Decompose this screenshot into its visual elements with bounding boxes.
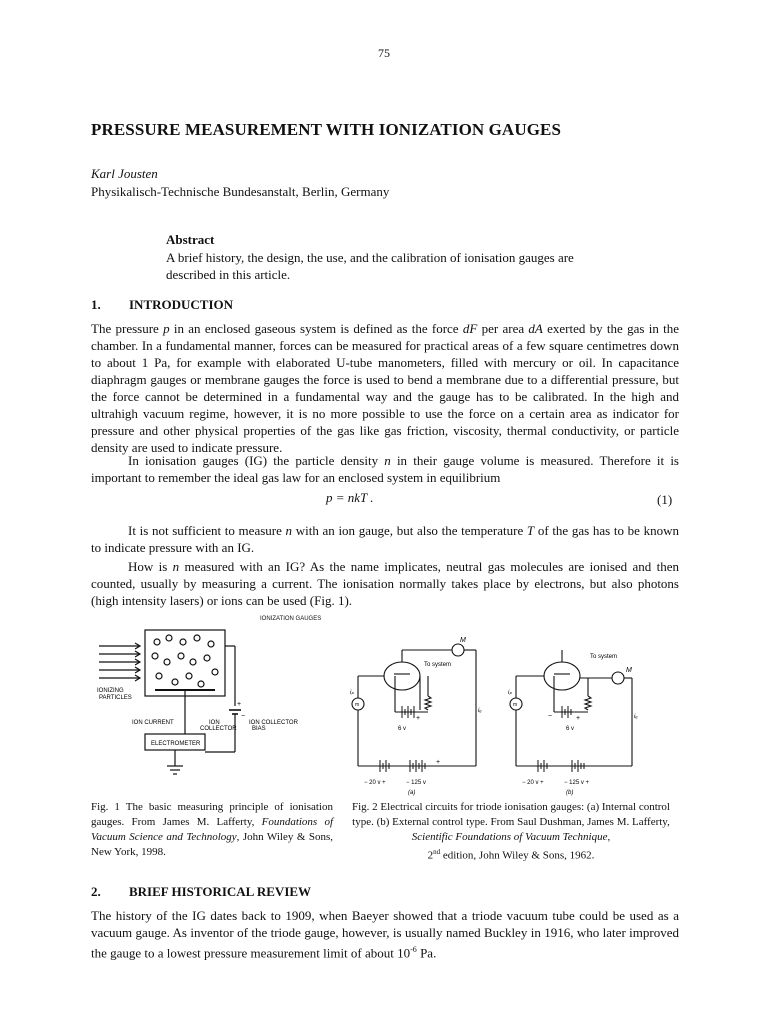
label-b: (b) (566, 790, 574, 796)
label-6v-b: 6 v (566, 726, 575, 732)
label-collector: COLLECTOR (200, 726, 237, 732)
label-125v-a: − 125 v (406, 780, 426, 786)
label-to-system-b: To system (590, 654, 618, 660)
affiliation: Physikalisch-Technische Bundesanstalt, Berlin, Germany (91, 184, 390, 199)
label-ion-collector: ION COLLECTOR (249, 720, 298, 726)
label-electrometer: ELECTROMETER (151, 741, 201, 747)
triode-tube-a (384, 662, 420, 690)
abstract-heading: Abstract (166, 232, 215, 247)
intro-paragraph-2: In ionisation gauges (IG) the particle density n in their gauge volume is measured. Therefore it is important to remember the ideal gas law for an enclosed system in equilibrium (91, 453, 679, 485)
label-20v-b: − 20 v + (522, 780, 544, 786)
history-paragraph: The history of the IG dates back to 1909, when Baeyer showed that a triode vacuum tube could be used as a vacuum gauge. As inventor of the triode gauge, however, is usually named Buckley in 1916, who later improved the gauge to a lowest pressure measurement limit of about $10^{-6}$ Pa. (91, 908, 679, 961)
label-m-a: m (355, 702, 360, 708)
label-ionizing: IONIZING (97, 688, 124, 694)
label-ion: ION (209, 720, 220, 726)
label-6v-a: 6 v (398, 726, 407, 732)
equation: p = nkT . (326, 490, 374, 505)
section-number: 2. (91, 884, 101, 899)
label-a: (a) (408, 790, 416, 796)
label-plus-a2: + (436, 759, 441, 766)
page-number: 75 (378, 46, 390, 60)
figure1-caption: Fig. 1 The basic measuring principle of ionisation gauges. From James M. Lafferty, Foundations of Vacuum Science and Technology, John Wiley & Sons, New York, 1998. (91, 801, 333, 858)
author: Karl Jousten (91, 166, 158, 181)
figure2-diagram (340, 636, 640, 796)
label-M-b: M (626, 667, 632, 674)
abstract-text: A brief history, the design, the use, and the calibration of ionisation gauges are described in this article. (166, 250, 574, 282)
section-heading-history (91, 884, 311, 900)
paper-title: PRESSURE MEASUREMENT WITH IONIZATION GAUGES (91, 120, 562, 139)
label-plus-b: + (576, 715, 581, 722)
label-ip-b: iₚ (508, 690, 512, 696)
label-minus-b: − (548, 713, 553, 720)
triode-tube-b (544, 662, 580, 690)
equation-number: (1) (657, 492, 673, 507)
label-plus: + (237, 701, 242, 708)
label-minus: − (241, 713, 246, 720)
section-title: BRIEF HISTORICAL REVIEW (129, 884, 312, 899)
intro-paragraph-1: The pressure p in an enclosed gaseous system is defined as the force dF per area dA exerted by the gas in the chamber. In a fundamental manner, forces can be measured for practical areas of a few square centimetres down to about 1 Pa, for example with elaborated U-tube manometers, filled with mercury or oil. In capacitance diaphragm gauges or membrane gauges the force is used to bend a membrane due to a differential pressure, but the force cannot be determined in a fundamental way and the gauge has to be calibrated. In the high and ultrahigh vacuum regime, however, it is no more possible to use the force on a certain area as indicator for pressure and other physical properties of the gas like gas friction, viscosity, thermal conductivity, or particle density are used to indicate pressure. (91, 321, 679, 455)
figure1-title: IONIZATION GAUGES (260, 616, 322, 622)
section-title: INTRODUCTION (129, 297, 234, 312)
label-plus-a: + (416, 715, 421, 722)
label-20v-a: − 20 v + (364, 780, 386, 786)
label-ie-b: iₑ (634, 714, 638, 720)
label-particles: PARTICLES (99, 695, 132, 701)
label-to-system-a: To system (424, 662, 452, 668)
intro-paragraph-4: How is n measured with an IG? As the name implicates, neutral gas molecules are ionised and then counted, usually by measuring a current. The ionisation normally takes place by electrons, but also photons (high intensity lasers) or ions can be used (Fig. 1). (91, 559, 679, 608)
intro-paragraph-3: It is not sufficient to measure n with an ion gauge, but also the temperature T of the gas has to be known to indicate pressure with an IG. (91, 523, 679, 555)
label-ip-a: iₚ (350, 690, 354, 696)
label-bias: BIAS (252, 726, 266, 732)
section-number: 1. (91, 297, 101, 312)
label-ion-current: ION CURRENT (132, 720, 174, 726)
label-m-b: m (513, 702, 518, 708)
section-heading-introduction (91, 297, 233, 313)
label-ie-a: iₑ (478, 708, 482, 714)
figure2-caption: Fig. 2 Electrical circuits for triode ionisation gauges: (a) Internal control type. (b) External control type. From Saul Dushman, James M. Lafferty, Scientific Foundations of Vacuum Technique, 2nd edition, John Wiley & Sons, 1962. (352, 801, 670, 862)
label-M-a: M (460, 637, 466, 644)
figure1-diagram (95, 626, 330, 786)
label-125v-b: − 125 v + (564, 780, 590, 786)
